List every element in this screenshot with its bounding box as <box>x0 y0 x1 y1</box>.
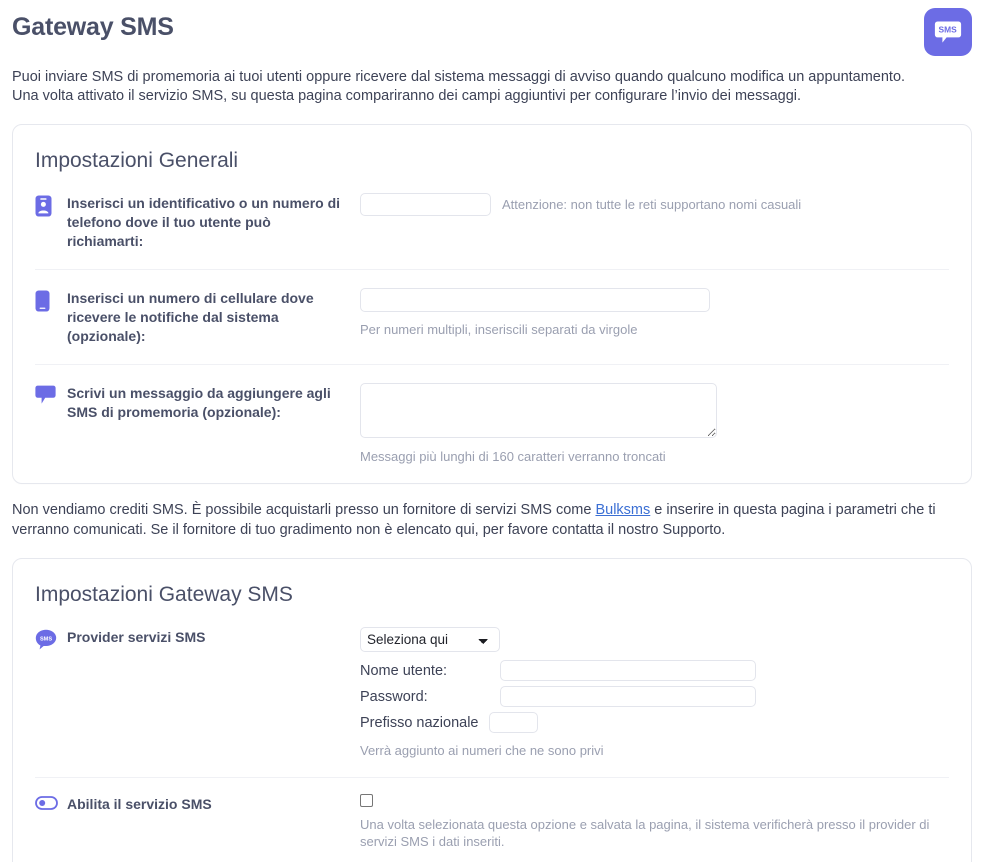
mobile-number-input[interactable] <box>360 288 710 312</box>
gateway-settings-body <box>13 609 971 862</box>
svg-text:SMS: SMS <box>39 636 53 643</box>
sms-bubble-icon <box>35 627 67 650</box>
username-line <box>360 660 949 681</box>
credits-note-after: e inserire in questa pagina i parametri che ti verranno comunicati. Se il fornitore di tuo gradimento non è elencato qui, per favore contatta il nostro Supporto. <box>12 502 936 538</box>
mobile-number-row <box>35 269 949 364</box>
toggle-switch-icon <box>35 794 67 810</box>
gateway-settings-title: Impostazioni Gateway SMS <box>35 583 293 606</box>
extra-message-textarea[interactable] <box>360 383 717 438</box>
general-settings-panel <box>12 124 972 484</box>
id-badge-icon <box>35 193 67 217</box>
extra-message-row <box>35 364 949 483</box>
enable-sms-checkbox[interactable] <box>360 794 373 807</box>
provider-credentials <box>360 660 949 733</box>
page-header <box>12 0 972 58</box>
intro-line-1: Puoi inviare SMS di promemoria ai tuoi utenti oppure ricevere dal sistema messaggi di avviso quando qualcuno modifica un appuntamento. <box>12 69 906 85</box>
speech-bubble-icon <box>35 383 67 405</box>
sender-id-input[interactable] <box>360 193 491 216</box>
extra-message-hint: Messaggi più lunghi di 160 caratteri verranno troncati <box>360 449 666 464</box>
username-label: Nome utente: <box>360 662 448 679</box>
password-label: Password: <box>360 688 428 705</box>
intro-line-2: Una volta attivato il servizio SMS, su questa pagina compariranno dei campi aggiuntivi per configurare l’invio dei messaggi. <box>12 88 802 104</box>
provider-label: Provider servizi SMS <box>67 629 206 645</box>
sender-id-hint: Attenzione: non tutte le reti supportano nomi casuali <box>502 197 802 212</box>
general-settings-title: Impostazioni Generali <box>35 149 239 172</box>
sms-bubble-icon <box>924 8 972 56</box>
page-title: Gateway SMS <box>12 13 174 41</box>
enable-sms-hint: Una volta selezionata questa opzione e salvata la pagina, il sistema verificherà presso il provider di servizi SMS i dati inseriti. <box>360 817 930 849</box>
prefix-hint: Verrà aggiunto ai numeri che ne sono privi <box>360 743 604 758</box>
mobile-number-label: Inserisci un numero di cellulare dove ricevere le notifiche dal sistema (opzionale): <box>67 290 314 344</box>
extra-message-field-group <box>350 383 949 465</box>
sender-id-row <box>35 175 949 269</box>
provider-field-group <box>350 627 949 759</box>
enable-sms-field-group <box>350 794 949 850</box>
enable-sms-row <box>35 777 949 862</box>
password-input[interactable] <box>500 686 756 707</box>
mobile-number-field-group <box>350 288 949 338</box>
provider-row <box>35 609 949 777</box>
svg-text:SMS: SMS <box>938 24 957 35</box>
sender-id-field-group <box>350 193 949 216</box>
country-prefix-input[interactable] <box>489 712 538 733</box>
credits-note <box>12 500 972 540</box>
sender-id-label: Inserisci un identificativo o un numero di telefono dove il tuo utente può richiamarti: <box>67 195 341 249</box>
prefix-line <box>360 712 949 733</box>
bulksms-link[interactable]: Bulksms <box>595 502 651 518</box>
general-settings-body <box>13 175 971 483</box>
username-input[interactable] <box>500 660 756 681</box>
credits-note-before: Non vendiamo crediti SMS. È possibile acquistarli presso un fornitore di servizi SMS come <box>12 502 596 518</box>
password-line <box>360 686 949 707</box>
extra-message-label: Scrivi un messaggio da aggiungere agli SMS di promemoria (opzionale): <box>67 385 331 420</box>
mobile-number-hint: Per numeri multipli, inseriscili separati da virgole <box>360 322 638 337</box>
mobile-phone-icon <box>35 288 67 312</box>
gateway-settings-panel <box>12 558 972 862</box>
enable-sms-label: Abilita il servizio SMS <box>67 796 212 812</box>
intro-paragraph <box>12 68 972 106</box>
provider-select[interactable] <box>360 627 500 652</box>
prefix-label: Prefisso nazionale <box>360 714 479 731</box>
